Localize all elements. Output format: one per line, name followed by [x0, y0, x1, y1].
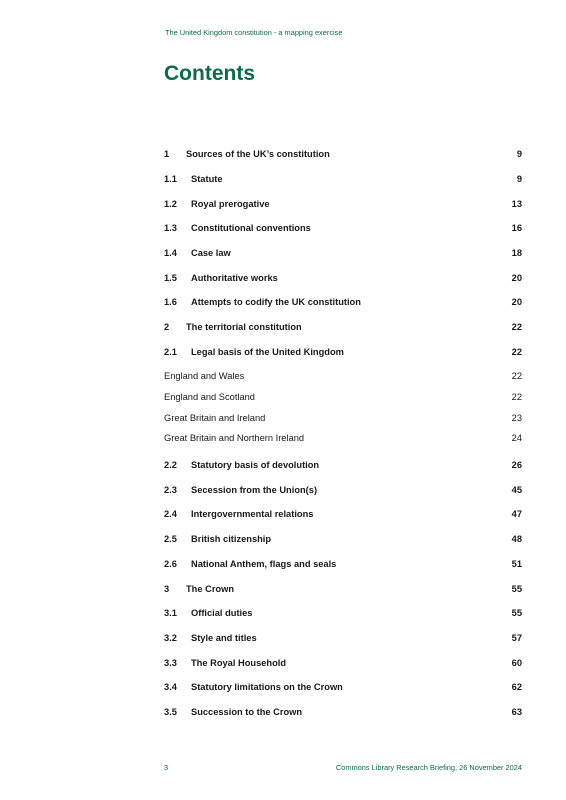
toc-entry-page: 22 — [511, 392, 522, 402]
toc-entry-label: England and Wales — [164, 371, 245, 381]
toc-entry[interactable] — [164, 582, 522, 596]
toc-entry-page: 55 — [511, 608, 522, 618]
toc-entry-page: 9 — [516, 149, 522, 159]
toc-entry-label: Secession from the Union(s) — [191, 485, 318, 495]
toc-entry-number: 3.2 — [164, 633, 177, 643]
toc-entry[interactable] — [164, 532, 522, 546]
toc-entry-number: 3.4 — [164, 682, 177, 692]
running-header: The United Kingdom constitution - a mapping exercise — [165, 28, 343, 37]
toc-entry-number: 2.6 — [164, 559, 177, 569]
toc-entry-page: 63 — [511, 707, 522, 717]
toc-entry[interactable] — [164, 197, 522, 211]
toc-entry[interactable] — [164, 431, 522, 445]
toc-entry-page: 57 — [511, 633, 522, 643]
toc-entry[interactable] — [164, 172, 522, 186]
toc-entry-page: 62 — [511, 682, 522, 692]
toc-entry-page: 26 — [511, 460, 522, 470]
toc-entry-page: 60 — [511, 658, 522, 668]
toc-entry-number: 1.4 — [164, 248, 177, 258]
toc-entry-number: 2.3 — [164, 485, 177, 495]
toc-entry-label: Legal basis of the United Kingdom — [191, 347, 344, 357]
toc-entry-number: 1.2 — [164, 199, 177, 209]
toc-entry-label: Attempts to codify the UK constitution — [191, 297, 361, 307]
toc-entry[interactable] — [164, 221, 522, 235]
toc-entry-page: 24 — [511, 433, 522, 443]
toc-entry-label: The territorial constitution — [186, 322, 302, 332]
toc-entry-label: Intergovernmental relations — [191, 509, 314, 519]
toc-entry[interactable] — [164, 631, 522, 645]
toc-entry-label: Statute — [191, 174, 223, 184]
toc-entry[interactable] — [164, 458, 522, 472]
footer-page-number: 3 — [164, 763, 169, 772]
toc-entry-number: 2.1 — [164, 347, 177, 357]
toc-entry-label: Great Britain and Northern Ireland — [164, 433, 305, 443]
toc-entry[interactable] — [164, 345, 522, 359]
toc-entry-number: 1.1 — [164, 174, 177, 184]
page-title: Contents — [164, 62, 255, 85]
toc-entry[interactable] — [164, 320, 522, 334]
toc-entry-page: 22 — [511, 322, 522, 332]
toc-entry-label: Royal prerogative — [191, 199, 270, 209]
toc-entry-page: 18 — [511, 248, 522, 258]
toc-entry[interactable] — [164, 369, 522, 383]
toc-entry-label: Style and titles — [191, 633, 257, 643]
toc-entry[interactable] — [164, 295, 522, 309]
toc-entry-page: 13 — [511, 199, 522, 209]
toc-entry-page: 45 — [511, 485, 522, 495]
toc-entry[interactable] — [164, 656, 522, 670]
toc-entry-label: The Crown — [186, 584, 235, 594]
toc-entry[interactable] — [164, 411, 522, 425]
toc-entry[interactable] — [164, 147, 522, 161]
toc-entry-page: 23 — [511, 413, 522, 423]
toc-entry-page: 22 — [511, 347, 522, 357]
toc-entry-label: Constitutional conventions — [191, 223, 311, 233]
toc-entry-page: 48 — [511, 534, 522, 544]
toc-entry[interactable] — [164, 246, 522, 260]
toc-entry[interactable] — [164, 507, 522, 521]
toc-entry-number: 3 — [164, 584, 170, 594]
toc-entry-number: 3.5 — [164, 707, 177, 717]
toc-entry-label: Succession to the Crown — [191, 707, 303, 717]
toc-entry-page: 55 — [511, 584, 522, 594]
toc-entry[interactable] — [164, 390, 522, 404]
toc-entry[interactable] — [164, 557, 522, 571]
toc-entry-number: 1 — [164, 149, 170, 159]
toc-entry-label: The Royal Household — [191, 658, 287, 668]
toc-entry-label: England and Scotland — [164, 392, 255, 402]
toc-entry-number: 2.4 — [164, 509, 177, 519]
toc-entry-label: Official duties — [191, 608, 253, 618]
toc-entry-page: 51 — [511, 559, 522, 569]
toc-entry-number: 3.3 — [164, 658, 177, 668]
toc-entry-number: 2.2 — [164, 460, 177, 470]
toc-entry[interactable] — [164, 606, 522, 620]
toc-entry[interactable] — [164, 483, 522, 497]
toc-entry-label: British citizenship — [191, 534, 272, 544]
toc-entry[interactable] — [164, 705, 522, 719]
toc-entry-label: National Anthem, flags and seals — [191, 559, 337, 569]
toc-entry-number: 2.5 — [164, 534, 177, 544]
toc-entry-label: Case law — [191, 248, 231, 258]
toc-entry[interactable] — [164, 680, 522, 694]
toc-entry-page: 16 — [511, 223, 522, 233]
toc-entry-number: 3.1 — [164, 608, 177, 618]
toc-entry-page: 22 — [511, 371, 522, 381]
toc-entry-number: 1.5 — [164, 273, 177, 283]
toc-entry-label: Authoritative works — [191, 273, 278, 283]
toc-entry-label: Statutory basis of devolution — [191, 460, 320, 470]
toc-entry-label: Statutory limitations on the Crown — [191, 682, 343, 692]
toc-entry-page: 20 — [511, 273, 522, 283]
toc-entry-label: Sources of the UK’s constitution — [186, 149, 330, 159]
toc-entry-number: 1.3 — [164, 223, 177, 233]
toc-entry-page: 47 — [511, 509, 522, 519]
toc-entry-label: Great Britain and Ireland — [164, 413, 266, 423]
footer-source: Commons Library Research Briefing, 26 November 2024 — [335, 763, 522, 772]
toc-entry-page: 20 — [511, 297, 522, 307]
toc-entry-number: 1.6 — [164, 297, 177, 307]
toc-entry-number: 2 — [164, 322, 170, 332]
toc-entry-page: 9 — [516, 174, 522, 184]
toc-entry[interactable] — [164, 271, 522, 285]
